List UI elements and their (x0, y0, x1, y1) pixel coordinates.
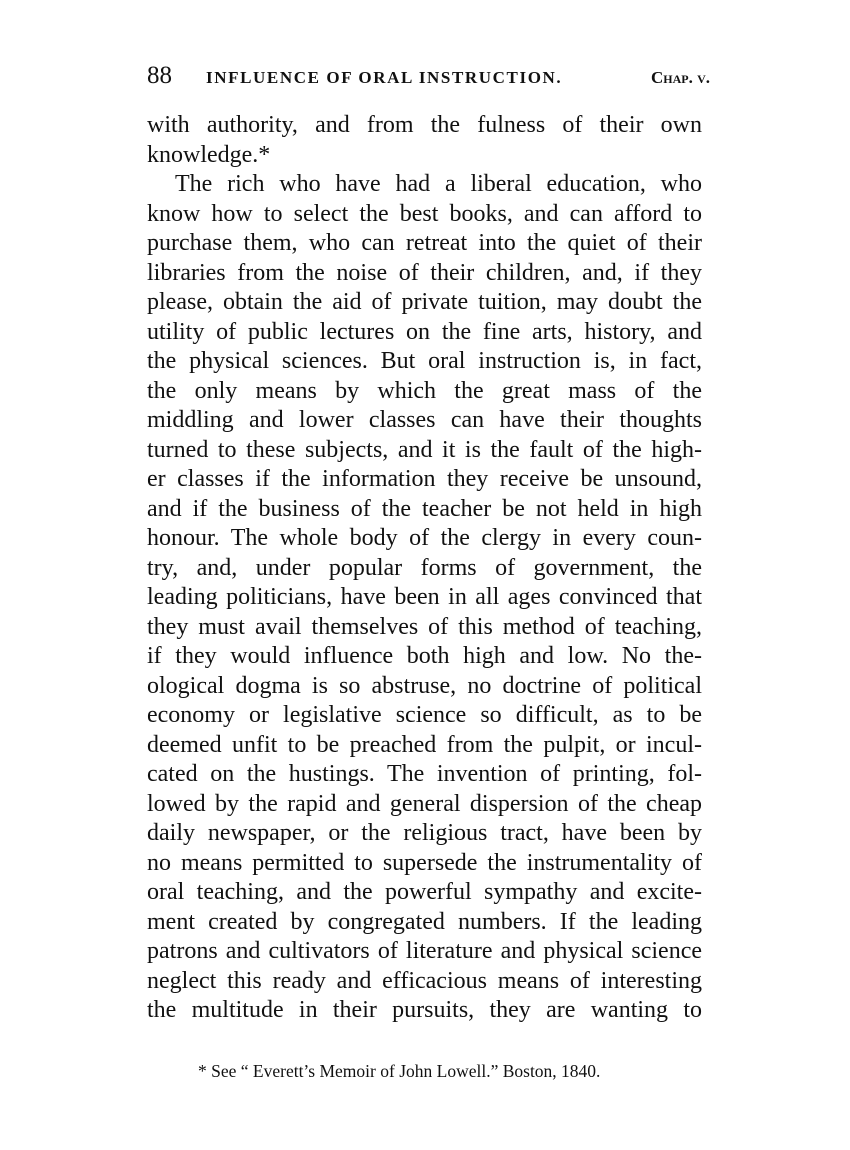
text-line: with authority, and from the fulness of their own (147, 112, 702, 138)
text-line: utility of public lectures on the fine arts, history, and (147, 318, 702, 345)
text-line: ment created by congregated numbers. If the leading (147, 908, 702, 935)
text-line: knowledge.* (147, 141, 271, 168)
text-line: the physical sciences. But oral instruction is, in fact, (147, 348, 702, 374)
text-line: economy or legislative science so difficult, as to be (147, 702, 702, 728)
text-line: if they would influence both high and low. No the- (147, 643, 702, 669)
chapter-label: Chap. v. (650, 68, 710, 87)
text-line: honour. The whole body of the clergy in every coun- (147, 525, 702, 551)
text-line: cated on the hustings. The invention of printing, fol- (147, 761, 702, 787)
text-line: neglect this ready and efficacious means of interesting (147, 967, 702, 994)
page-number: 88 (147, 62, 172, 89)
body-text (147, 111, 702, 1026)
text-line: lowed by the rapid and general dispersion of the cheap (147, 790, 702, 817)
text-line: daily newspaper, or the religious tract, have been by (147, 820, 702, 846)
text-line: er classes if the information they receive be unsound, (147, 466, 702, 492)
text-line: middling and lower classes can have their thoughts (147, 407, 702, 433)
text-line: and if the business of the teacher be not held in high (147, 495, 702, 522)
text-line: ological dogma is so abstruse, no doctrine of political (147, 672, 702, 699)
text-line: libraries from the noise of their children, and, if they (147, 259, 702, 286)
text-line: purchase them, who can retreat into the quiet of their (147, 230, 702, 256)
text-line: patrons and cultivators of literature and physical science (147, 938, 702, 964)
text-line: try, and, under popular forms of government, the (147, 554, 702, 581)
text-line: The rich who have had a liberal education, who (175, 171, 702, 197)
text-line: turned to these subjects, and it is the fault of the high- (147, 436, 702, 463)
text-line: leading politicians, have been in all ages convinced that (147, 584, 702, 610)
footnote: * See “ Everett’s Memoir of John Lowell.” Boston, 1840. (198, 1061, 601, 1081)
text-line: deemed unfit to be preached from the pulpit, or incul- (147, 731, 702, 758)
text-line: oral teaching, and the powerful sympathy and excite- (147, 879, 702, 905)
text-line: please, obtain the aid of private tuition, may doubt the (147, 289, 702, 315)
text-line: the multitude in their pursuits, they are wanting to (147, 997, 702, 1023)
text-line: the only means by which the great mass of the (147, 377, 702, 404)
running-title: INFLUENCE OF ORAL INSTRUCTION. (206, 68, 563, 87)
text-line: no means permitted to supersede the instrumentality of (147, 849, 702, 876)
running-head (147, 62, 710, 92)
text-line: know how to select the best books, and can afford to (147, 200, 702, 227)
text-line: they must avail themselves of this method of teaching, (147, 613, 702, 640)
